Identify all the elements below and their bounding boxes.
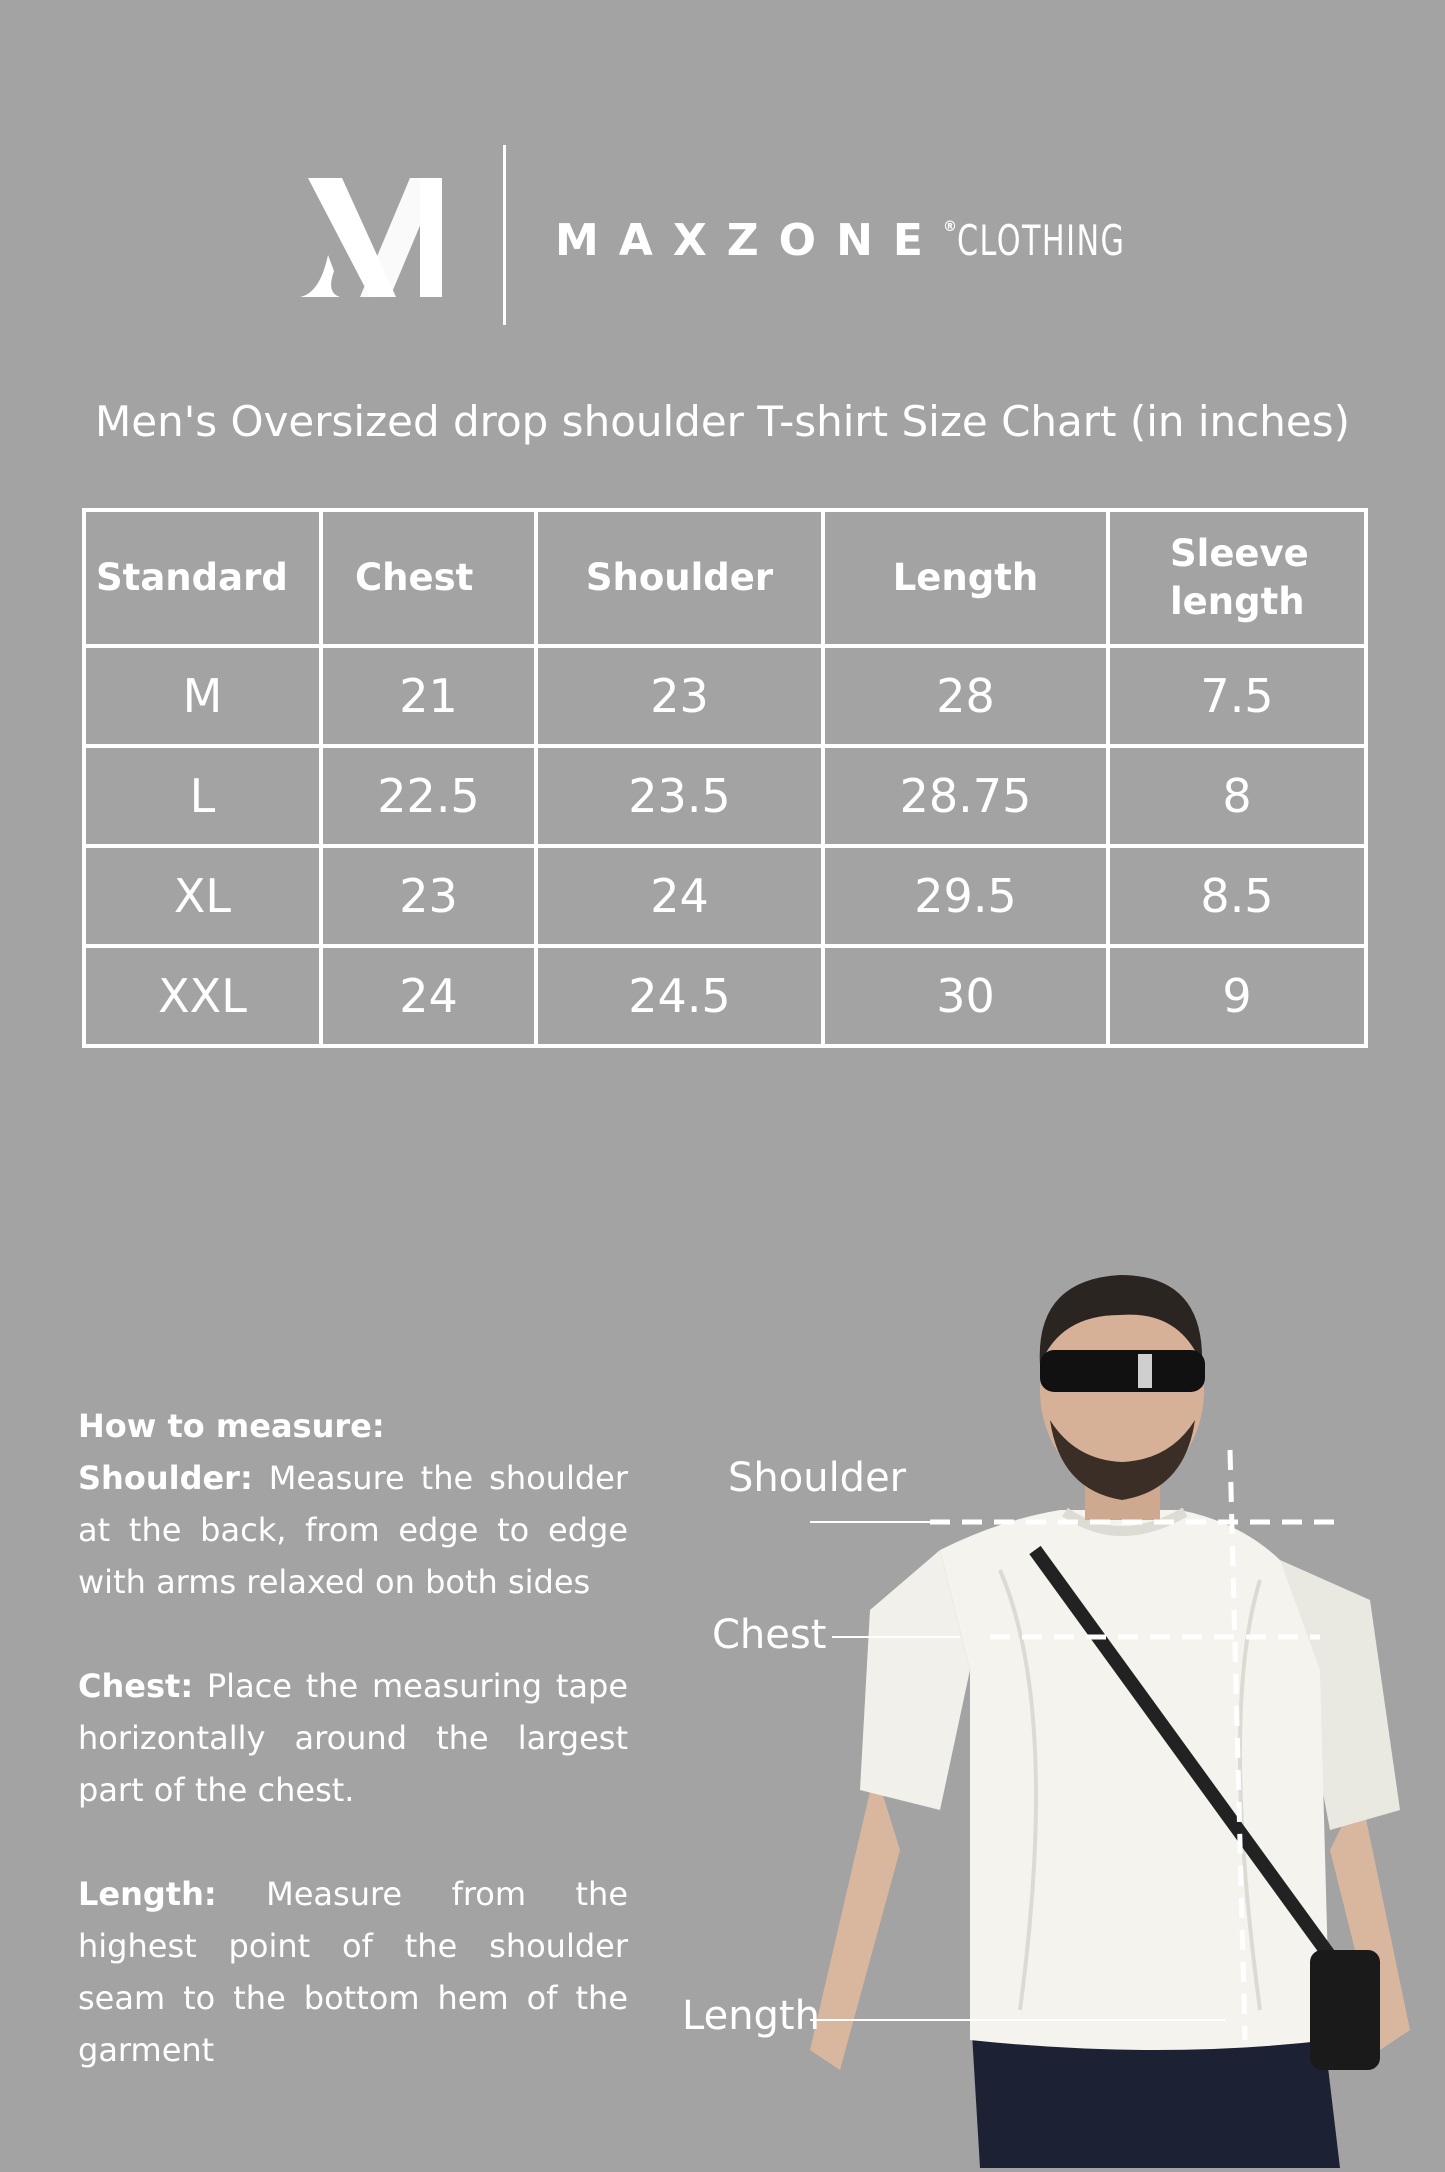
header-length: Length	[823, 510, 1108, 646]
instruction-shoulder	[78, 1452, 628, 1608]
how-to-heading: How to measure:	[78, 1407, 385, 1445]
instruction-length	[78, 1868, 628, 2076]
cell-length: 30	[823, 946, 1108, 1046]
header-chest: Chest	[321, 510, 536, 646]
cell-chest: 23	[321, 846, 536, 946]
cell-size: XXL	[84, 946, 321, 1046]
brand-logo	[300, 145, 1126, 330]
how-to-measure	[78, 1400, 628, 2128]
cell-shoulder: 23	[536, 646, 823, 746]
instruction-text: Place the measuring tape horizontally around the largest part of the chest.	[78, 1667, 628, 1809]
cell-chest: 21	[321, 646, 536, 746]
chart-title: Men's Oversized drop shoulder T-shirt Size Chart (in inches)	[95, 397, 1350, 446]
cell-sleeve: 7.5	[1108, 646, 1366, 746]
cell-length: 28.75	[823, 746, 1108, 846]
table-row	[84, 946, 1366, 1046]
cell-size: M	[84, 646, 321, 746]
cell-chest: 24	[321, 946, 536, 1046]
header-sleeve-length: Sleeve length	[1108, 510, 1366, 646]
instruction-text: Measure the shoulder at the back, from edge to edge with arms relaxed on both sides	[78, 1459, 628, 1601]
cell-length: 28	[823, 646, 1108, 746]
header-shoulder: Shoulder	[536, 510, 823, 646]
label-chest: Chest	[712, 1612, 827, 1658]
logo-divider	[503, 145, 506, 325]
cell-sleeve: 9	[1108, 946, 1366, 1046]
instruction-text: Measure from the highest point of the shoulder seam to the bottom hem of the garment	[78, 1875, 628, 2069]
cell-size: XL	[84, 846, 321, 946]
cell-shoulder: 24	[536, 846, 823, 946]
table-row	[84, 646, 1366, 746]
instruction-chest	[78, 1660, 628, 1816]
cell-chest: 22.5	[321, 746, 536, 846]
instruction-term: Chest:	[78, 1667, 194, 1705]
table-row	[84, 846, 1366, 946]
logo-m-icon	[300, 175, 450, 300]
cell-shoulder: 24.5	[536, 946, 823, 1046]
instruction-term: Length:	[78, 1875, 217, 1913]
cell-length: 29.5	[823, 846, 1108, 946]
table-row	[84, 746, 1366, 846]
instruction-term: Shoulder:	[78, 1459, 253, 1497]
size-table	[82, 508, 1368, 1048]
brand-name	[555, 215, 1191, 266]
model-figure	[640, 1150, 1445, 2168]
table-header-row	[84, 510, 1366, 646]
brand-sub: CLOTHING	[956, 216, 1126, 265]
brand-name-text: MAXZONE	[555, 215, 943, 266]
cell-sleeve: 8.5	[1108, 846, 1366, 946]
cell-shoulder: 23.5	[536, 746, 823, 846]
cell-sleeve: 8	[1108, 746, 1366, 846]
label-shoulder: Shoulder	[728, 1455, 907, 1501]
cell-size: L	[84, 746, 321, 846]
registered-mark: ®	[942, 219, 957, 235]
header-standard: Standard	[84, 510, 321, 646]
label-length: Length	[682, 1993, 820, 2039]
